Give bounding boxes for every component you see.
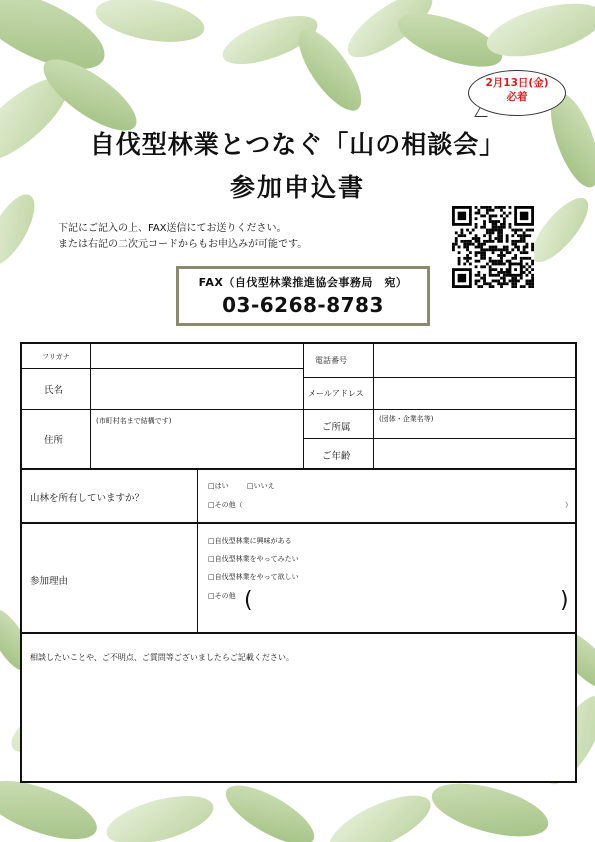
affiliation-note: (団体・企業名等) [379,415,434,423]
forest-question: 山林を所有していますか？ [30,493,145,504]
deadline-badge [468,70,566,116]
intro-line-2: または右記の二次元コードからもお申込みが可能です。 [58,239,308,250]
reason-option-other[interactable]: □その他 [208,592,236,600]
divider [197,468,198,632]
email-input[interactable] [376,380,572,407]
forest-other-close: ） [565,501,572,509]
reason-option[interactable]: □自伐型林業をやって欲しい [208,573,299,581]
consult-textarea[interactable] [26,669,571,779]
forest-no-checkbox[interactable]: □いいえ [247,482,275,490]
qr-code-icon[interactable] [452,206,534,288]
age-input[interactable] [376,441,572,466]
consult-prompt: 相談したいことや、ご不明点、ご質問等ございましたらご記載ください。 [30,653,294,662]
divider [22,522,575,524]
fax-number: 03-6268-8783 [222,293,384,317]
application-form [20,342,577,783]
email-label: メールアドレス [308,389,364,398]
page-subtitle: 参加申込書 [229,173,365,202]
deadline-note: 必着 [506,91,528,103]
intro-line-1: 下記にご記入の上、FAX送信にてお送りください。 [58,223,287,234]
phone-label: 電話番号 [315,356,347,365]
name-input[interactable] [94,372,299,406]
fax-box [176,266,430,326]
furigana-label: フリガナ [42,353,70,361]
reason-label: 参加理由 [30,576,69,587]
page-title: 自伐型林業とつなぐ「山の相談会」 [89,130,506,159]
address-label: 住所 [44,435,64,446]
age-label: ご年齢 [322,451,351,462]
fax-label: FAX（自伐型林業推進協会事務局 宛） [198,276,408,289]
divider [22,632,575,634]
divider [22,409,575,410]
divider [90,344,91,468]
address-input[interactable] [94,426,299,466]
reason-other-close: ) [560,588,569,613]
intro-text [58,221,307,253]
reason-option[interactable]: □自伐型林業に興味がある [208,537,292,545]
divider [22,468,575,470]
reason-option[interactable]: □自伐型林業をやってみたい [208,555,299,563]
divider [303,377,575,378]
divider [303,438,575,439]
divider [22,368,303,369]
divider [373,344,374,468]
affiliation-input[interactable] [376,412,572,436]
forest-yes-checkbox[interactable]: □はい [208,482,229,490]
address-note: (市町村名まで結構です) [96,417,172,425]
forest-other-checkbox[interactable]: □その他（ [208,501,243,509]
divider [303,344,304,468]
name-label: 氏名 [44,385,64,396]
phone-input[interactable] [376,346,572,375]
affiliation-label: ご所属 [322,422,351,433]
deadline-date: 2月13日(金) [485,77,549,89]
reason-other-open: ( [244,588,253,613]
furigana-input[interactable] [94,346,299,366]
